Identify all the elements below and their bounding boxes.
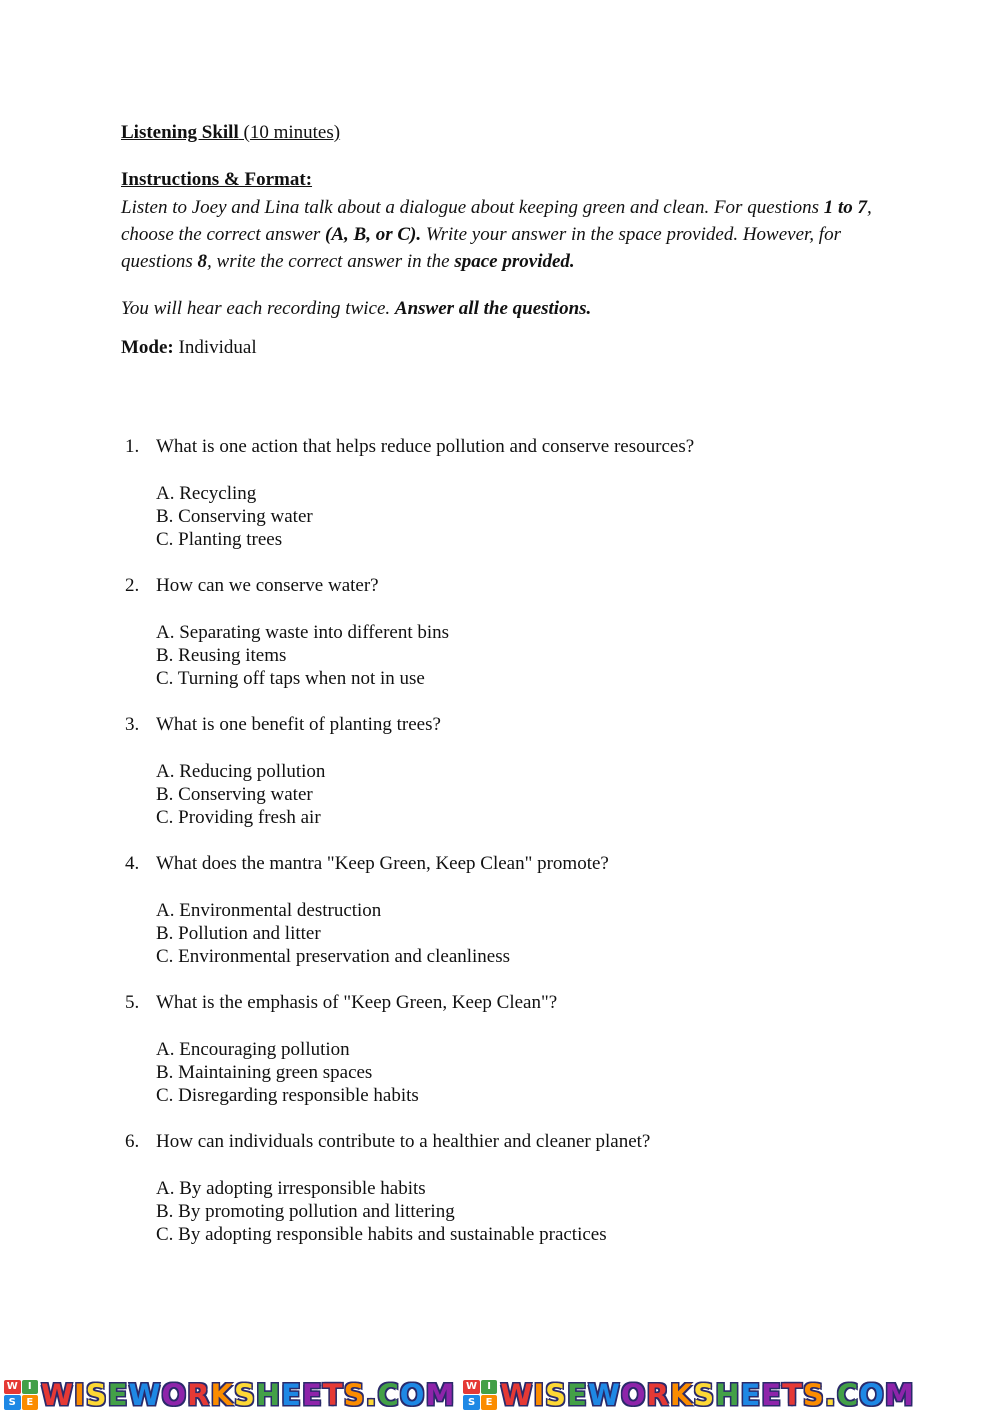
brand-text: W I S E W O R K S H E E T S . C O M — [500, 1377, 915, 1412]
brand-icon: W I S E — [4, 1380, 38, 1410]
answer-option: A. Reducing pollution — [156, 761, 326, 782]
answer-option: B. Reusing items — [156, 645, 287, 666]
mode-value: Individual — [178, 337, 257, 358]
question-text: How can individuals contribute to a healthier and cleaner planet? — [156, 1131, 651, 1152]
mode-label: Mode: — [121, 337, 174, 358]
question-text: What is one benefit of planting trees? — [156, 714, 441, 735]
brand-logo-repeat — [463, 1378, 914, 1412]
recording-note — [121, 297, 591, 320]
answer-all-note: Answer all the questions. — [394, 298, 592, 319]
question-number: 1. — [125, 436, 140, 457]
section-title — [121, 121, 340, 144]
question-number: 6. — [125, 1131, 140, 1152]
answer-option: C. Turning off taps when not in use — [156, 668, 425, 689]
question-number: 5. — [125, 992, 140, 1013]
instr-question-range: 1 to 7 — [823, 197, 868, 218]
answer-option: A. By adopting irresponsible habits — [156, 1178, 426, 1199]
question-number: 2. — [125, 575, 140, 596]
brand-text: W I S E W O R K S H E E T S . C O M — [41, 1377, 456, 1412]
question-text: How can we conserve water? — [156, 575, 379, 596]
answer-option: C. Providing fresh air — [156, 807, 321, 828]
brand-icon: W I S E — [463, 1380, 497, 1410]
brand-logo — [4, 1378, 455, 1412]
instr-question-8: 8 — [197, 251, 208, 272]
question-number: 3. — [125, 714, 140, 735]
answer-option: B. Conserving water — [156, 784, 313, 805]
answer-option: C. Environmental preservation and cleanliness — [156, 946, 511, 967]
instr-text-3: Write your answer in the space provided. However, for questions — [121, 224, 841, 272]
instr-text-2: , choose the correct answer — [121, 197, 872, 245]
answer-option: A. Separating waste into different bins — [156, 622, 450, 643]
instructions-heading: Instructions & Format: — [121, 169, 313, 190]
instr-text-4: , write the correct answer in the — [207, 251, 455, 272]
answer-option: C. Disregarding responsible habits — [156, 1085, 419, 1106]
answer-option: A. Recycling — [156, 483, 257, 504]
instr-space-provided: space provided. — [454, 251, 575, 272]
answer-option: B. Maintaining green spaces — [156, 1062, 373, 1083]
mode-line — [121, 336, 257, 359]
footer-watermark — [0, 1376, 1000, 1413]
answer-option: B. Pollution and litter — [156, 923, 321, 944]
answer-option: B. Conserving water — [156, 506, 313, 527]
question-text: What does the mantra "Keep Green, Keep Clean" promote? — [156, 853, 609, 874]
recording-note-text: You will hear each recording twice. — [121, 298, 395, 319]
answer-option: B. By promoting pollution and littering — [156, 1201, 455, 1222]
question-text: What is one action that helps reduce pollution and conserve resources? — [156, 436, 695, 457]
title-duration: (10 minutes) — [243, 122, 341, 143]
title-label: Listening Skill — [121, 122, 239, 143]
question-text: What is the emphasis of "Keep Green, Keep Clean"? — [156, 992, 558, 1013]
question-number: 4. — [125, 853, 140, 874]
answer-option: A. Encouraging pollution — [156, 1039, 350, 1060]
answer-option: C. Planting trees — [156, 529, 283, 550]
answer-option: A. Environmental destruction — [156, 900, 382, 921]
answer-option: C. By adopting responsible habits and sustainable practices — [156, 1224, 607, 1245]
instructions-paragraph — [121, 194, 891, 275]
instr-text-1: Listen to Joey and Lina talk about a dialogue about keeping green and clean. For questions — [121, 197, 824, 218]
instr-answer-choices: (A, B, or C). — [325, 224, 422, 245]
